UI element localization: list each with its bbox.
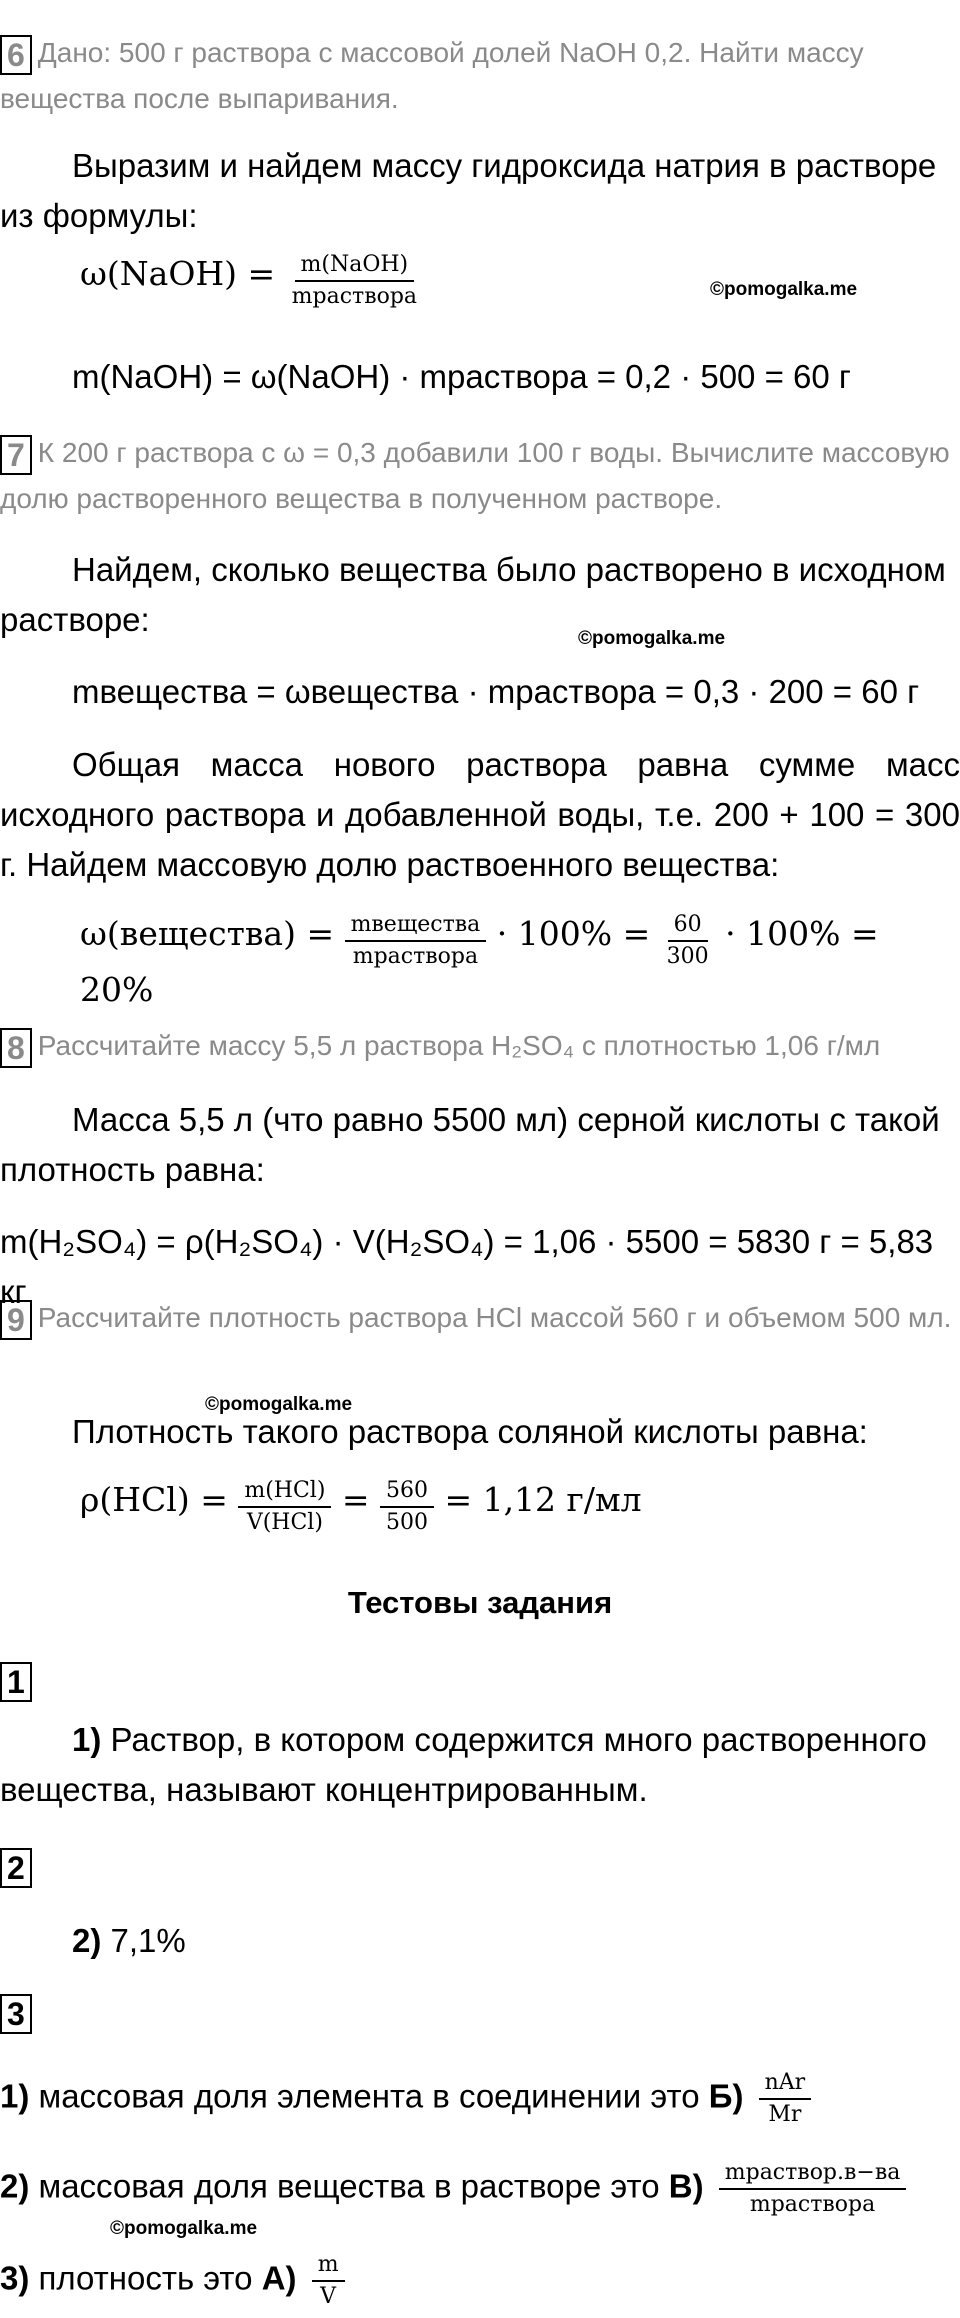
task7-formula (80, 912, 950, 1009)
test-1 (0, 1662, 960, 1702)
test-3-line-3 (0, 2252, 960, 2310)
formula-numerator: 560 (380, 1478, 434, 1508)
task-7 (0, 430, 960, 522)
task-number: 6 (0, 35, 32, 75)
task-6 (0, 30, 960, 122)
answer-number: 1) (0, 2077, 30, 2115)
formula-numerator: m (312, 2252, 345, 2282)
task7-calc: mвещества = ωвещества · mраствора = 0,3 · 200 = 60 г (72, 673, 920, 710)
task-number: 2 (0, 1848, 32, 1888)
formula-lhs: ω(NaOH) = (80, 254, 276, 294)
task-statement: Рассчитайте массу 5,5 л раствора H₂SO₄ с плотностью 1,06 г/мл (37, 1030, 881, 1061)
test-2 (0, 1848, 960, 1888)
formula-lhs: ρ(HCl) = (80, 1480, 228, 1520)
formula-numerator: m(HCl) (238, 1478, 331, 1508)
answer-number: 3) (0, 2259, 30, 2297)
tests-heading: Тестовы задания (347, 1585, 613, 1620)
task-8 (0, 1023, 960, 1069)
task7-intro: Найдем, сколько вещества было растворено в исходном растворе: (0, 551, 946, 638)
test-3-line-1 (0, 2070, 960, 2128)
formula-equals: = (341, 1480, 370, 1520)
formula-numerator: mраствор.в−ва (719, 2160, 907, 2190)
answer-text: Раствор, в котором содержится много растворенного вещества, называют концентрированным. (0, 1721, 927, 1808)
formula-numerator: mвещества (345, 912, 487, 942)
formula-denominator: mраствора (749, 2192, 876, 2217)
test-3 (0, 1994, 960, 2034)
task7-text: Общая масса нового раствора равна сумме масс исходного раствора и добавленной воды, т.е. 200 + 100 = 300 г. Найдем массовую долю раствоенного вещества: (0, 746, 960, 883)
task8-intro: Масса 5,5 л (что равно 5500 мл) серной кислоты с такой плотность равна: (0, 1101, 940, 1188)
task-number: 7 (0, 435, 32, 475)
formula-end: · 100% = 20% (80, 914, 879, 1009)
task-9 (0, 1295, 960, 1341)
task8-calc: m(H₂SO₄) = ρ(H₂SO₄) · V(H₂SO₄) = 1,06 · 5500 = 5830 г = 5,83 кг (0, 1223, 934, 1310)
formula-denominator: 300 (666, 944, 709, 969)
formula-numerator: 60 (668, 912, 708, 942)
task-number: 8 (0, 1028, 32, 1068)
formula-numerator: nAr (759, 2070, 812, 2100)
task-number: 3 (0, 1994, 32, 2034)
task-number: 9 (0, 1300, 32, 1340)
formula-denominator: Mr (768, 2102, 802, 2127)
task-statement: К 200 г раствора с ω = 0,3 добавили 100 г воды. Вычислите массовую долю растворенного вещества в полученном растворе. (0, 437, 950, 514)
task6-formula (80, 252, 780, 310)
formula-denominator: mраствора (291, 284, 418, 309)
formula-denominator: mраствора (352, 944, 479, 969)
watermark: ©pomogalka.me (578, 628, 726, 649)
task6-intro: Выразим и найдем массу гидроксида натрия в растворе из формулы: (0, 147, 937, 234)
formula-lhs: ω(вещества) = (80, 914, 335, 954)
watermark: ©pomogalka.me (205, 1394, 353, 1415)
task-statement: Рассчитайте плотность раствора HCl массой 560 г и объемом 500 мл. (37, 1302, 952, 1333)
task9-intro: Плотность такого раствора соляной кислоты равна: (72, 1413, 868, 1450)
answer-text: массовая доля вещества в растворе это (29, 2167, 669, 2205)
task-number: 1 (0, 1662, 32, 1702)
answer-number: 1) (72, 1721, 102, 1758)
test-1-answer (0, 1715, 960, 1815)
answer-letter: Б) (708, 2077, 744, 2115)
formula-denominator: V(HCl) (246, 1510, 323, 1535)
answer-text: 7,1% (101, 1922, 186, 1959)
formula-denominator: V (320, 2284, 337, 2309)
formula-mid: · 100% = (496, 914, 651, 954)
answer-number: 2) (72, 1922, 102, 1959)
formula-numerator: m(NaOH) (295, 252, 415, 282)
formula-denominator: 500 (385, 1510, 428, 1535)
answer-letter: А) (261, 2259, 297, 2297)
test-2-answer (0, 1916, 960, 1966)
answer-letter: В) (668, 2167, 704, 2205)
task6-calc: m(NaOH) = ω(NaOH) · mраствора = 0,2 · 500 = 60 г (72, 358, 851, 395)
watermark: ©pomogalka.me (710, 279, 858, 300)
answer-text: массовая доля элемента в соединении это (29, 2077, 709, 2115)
answer-number: 2) (0, 2167, 30, 2205)
formula-end: = 1,12 г/мл (444, 1480, 642, 1520)
test-3-line-2 (0, 2160, 960, 2218)
task-statement: Дано: 500 г раствора с массовой долей NaOH 0,2. Найти массу вещества после выпаривания. (0, 37, 864, 114)
answer-text: плотность это (29, 2259, 262, 2297)
watermark: ©pomogalka.me (110, 2218, 258, 2239)
task9-formula (80, 1478, 880, 1536)
